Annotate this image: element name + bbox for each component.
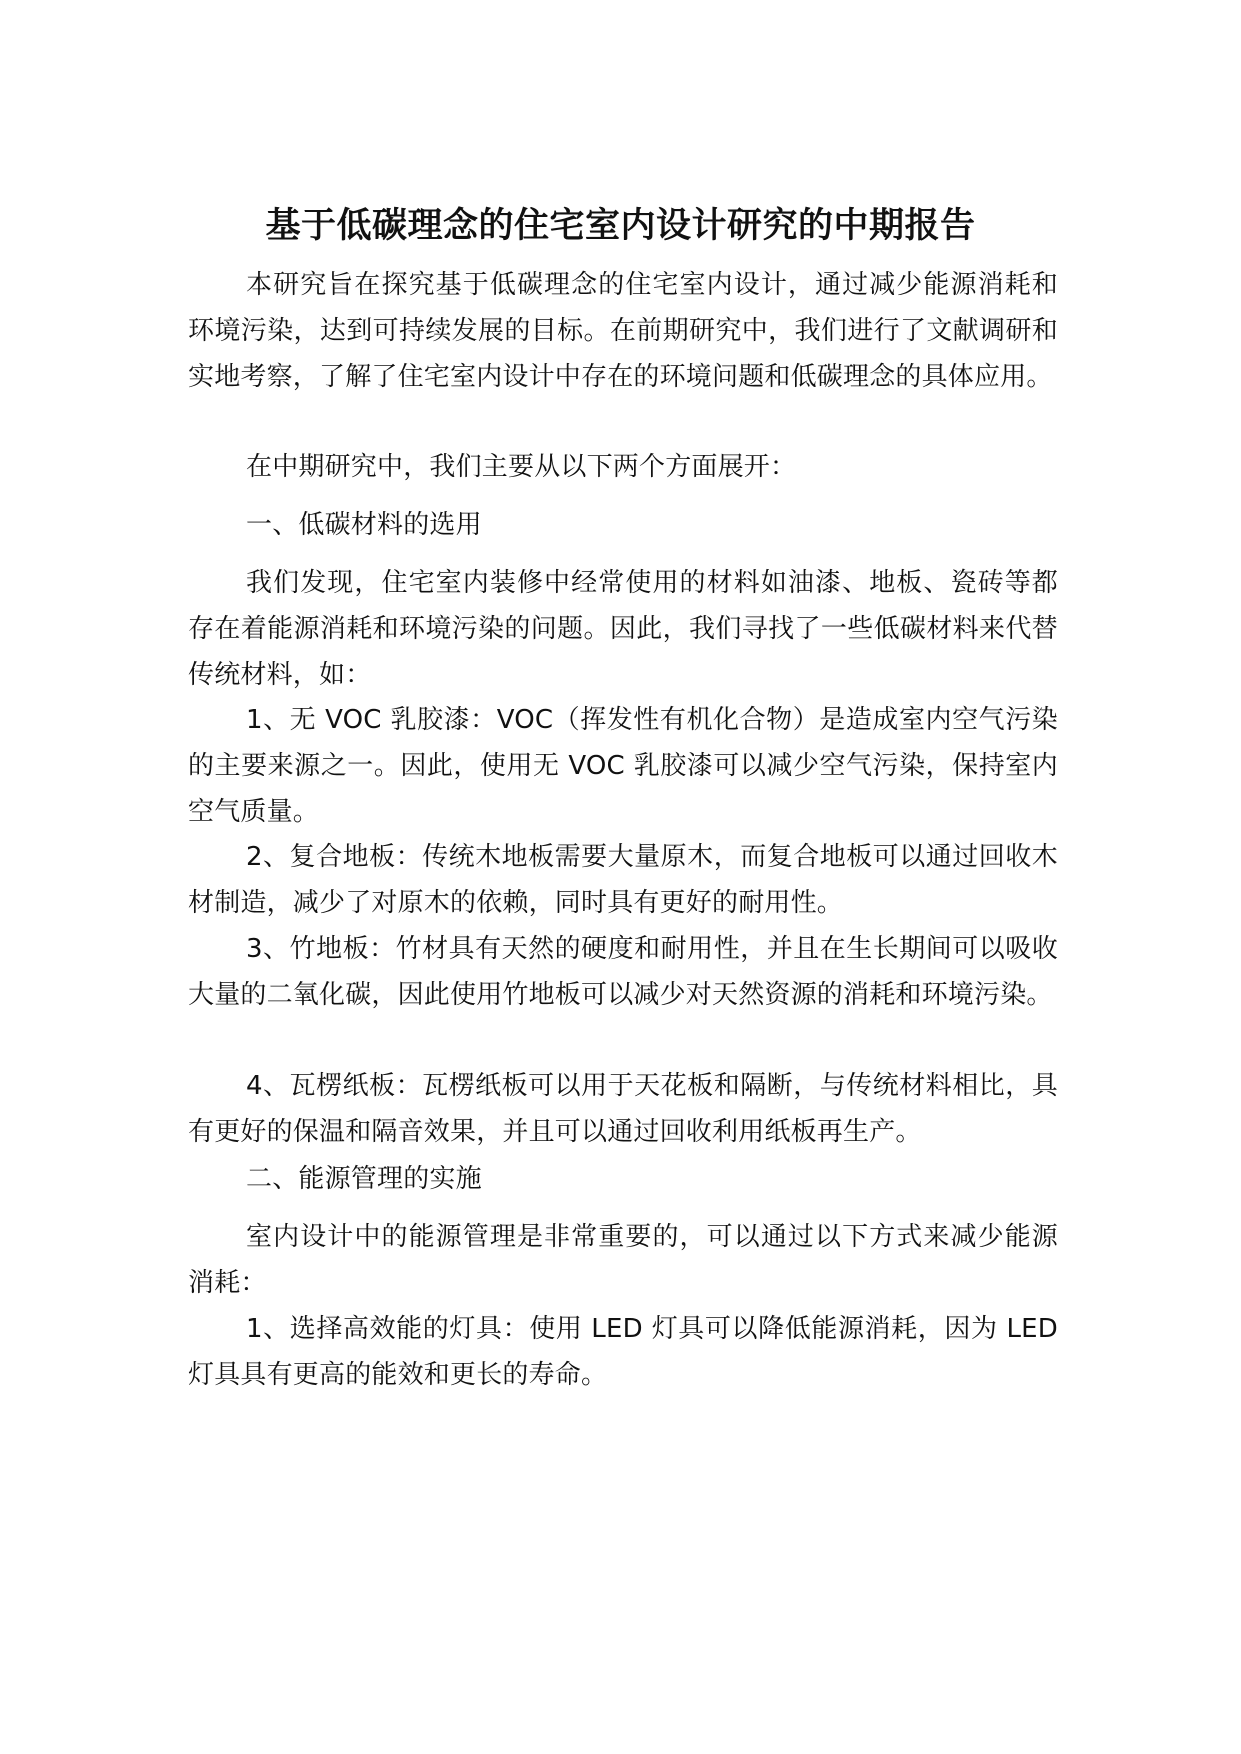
list-item-corrugated-board: 4、瓦楞纸板：瓦楞纸板可以用于天花板和隔断，与传统材料相比，具有更好的保温和隔音效果，并且可以通过回收利用纸板再生产。 [188,1071,1058,1147]
section-heading-energy: 二、能源管理的实施 [246,1164,482,1194]
paragraph-midterm-overview: 在中期研究中，我们主要从以下两个方面展开： [246,452,797,482]
section-heading-materials: 一、低碳材料的选用 [246,510,482,540]
document-title: 基于低碳理念的住宅室内设计研究的中期报告 [265,206,976,247]
list-item-bamboo-floor: 3、竹地板：竹材具有天然的硬度和耐用性，并且在生长期间可以吸收大量的二氧化碳，因此使用竹地板可以减少对天然资源的消耗和环境污染。 [188,934,1058,1010]
list-item-voc-paint: 1、无 VOC 乳胶漆：VOC（挥发性有机化合物）是造成室内空气污染的主要来源之一。因此，使用无 VOC 乳胶漆可以减少空气污染，保持室内空气质量。 [188,705,1058,827]
paragraph-materials-intro: 我们发现，住宅室内装修中经常使用的材料如油漆、地板、瓷砖等都存在着能源消耗和环境污染的问题。因此，我们寻找了一些低碳材料来代替传统材料，如： [188,568,1058,690]
paragraph-energy-intro: 室内设计中的能源管理是非常重要的，可以通过以下方式来减少能源消耗： [188,1222,1058,1298]
list-item-composite-floor: 2、复合地板：传统木地板需要大量原木，而复合地板可以通过回收木材制造，减少了对原木的依赖，同时具有更好的耐用性。 [188,842,1058,918]
list-item-led-lighting: 1、选择高效能的灯具：使用 LED 灯具可以降低能源消耗，因为 LED 灯具具有更高的能效和更长的寿命。 [188,1314,1058,1390]
paragraph-intro: 本研究旨在探究基于低碳理念的住宅室内设计，通过减少能源消耗和环境污染，达到可持续发展的目标。在前期研究中，我们进行了文献调研和实地考察，了解了住宅室内设计中存在的环境问题和低碳理念的具体应用。 [188,270,1058,392]
